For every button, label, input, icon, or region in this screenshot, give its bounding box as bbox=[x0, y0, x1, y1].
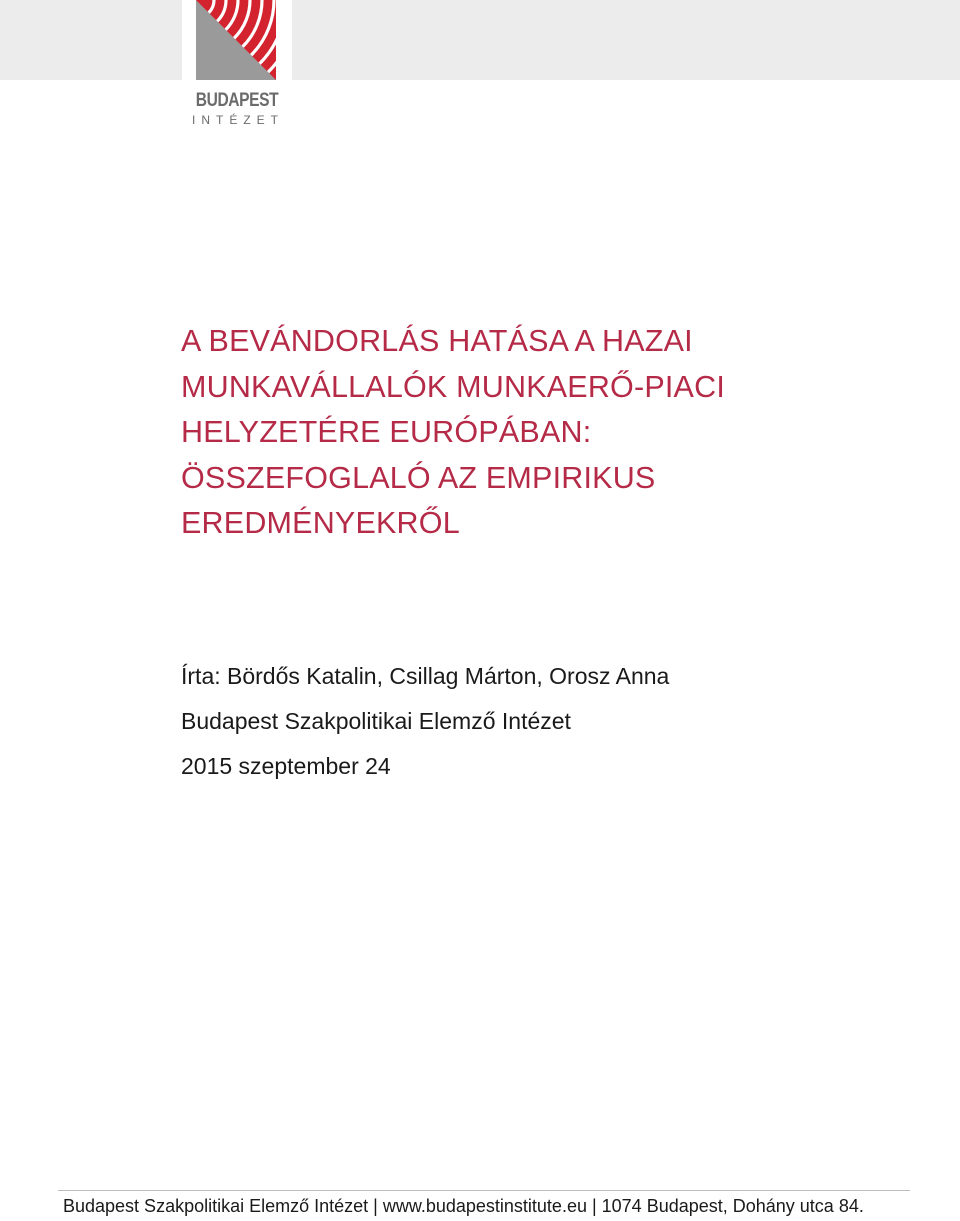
institution-line: Budapest Szakpolitikai Elemző Intézet bbox=[181, 708, 571, 734]
title-line: HELYZETÉRE EURÓPÁBAN: bbox=[181, 415, 592, 449]
footer-divider bbox=[58, 1190, 910, 1191]
page-footer: Budapest Szakpolitikai Elemző Intézet | www.budapestinstitute.eu | 1074 Budapest, Dohány utca 84. bbox=[63, 1196, 864, 1216]
title-line: ÖSSZEFOGLALÓ AZ EMPIRIKUS bbox=[181, 460, 656, 495]
date-line: 2015 szeptember 24 bbox=[181, 753, 391, 779]
logo-subtitle: INTÉZET bbox=[192, 113, 284, 127]
title-line: A BEVÁNDORLÁS HATÁSA A HAZAI bbox=[181, 324, 693, 358]
document-title bbox=[181, 319, 881, 547]
title-line: MUNKAVÁLLALÓK MUNKAERŐ-PIACI bbox=[181, 369, 725, 404]
logo-mark-icon bbox=[196, 0, 276, 80]
authors-line: Írta: Bördős Katalin, Csillag Márton, Orosz Anna bbox=[181, 663, 670, 689]
logo-wordmark: BUDAPEST bbox=[195, 90, 279, 111]
title-line: EREDMÉNYEKRŐL bbox=[181, 506, 460, 540]
budapest-institute-logo bbox=[182, 0, 292, 135]
header-band bbox=[0, 0, 960, 80]
